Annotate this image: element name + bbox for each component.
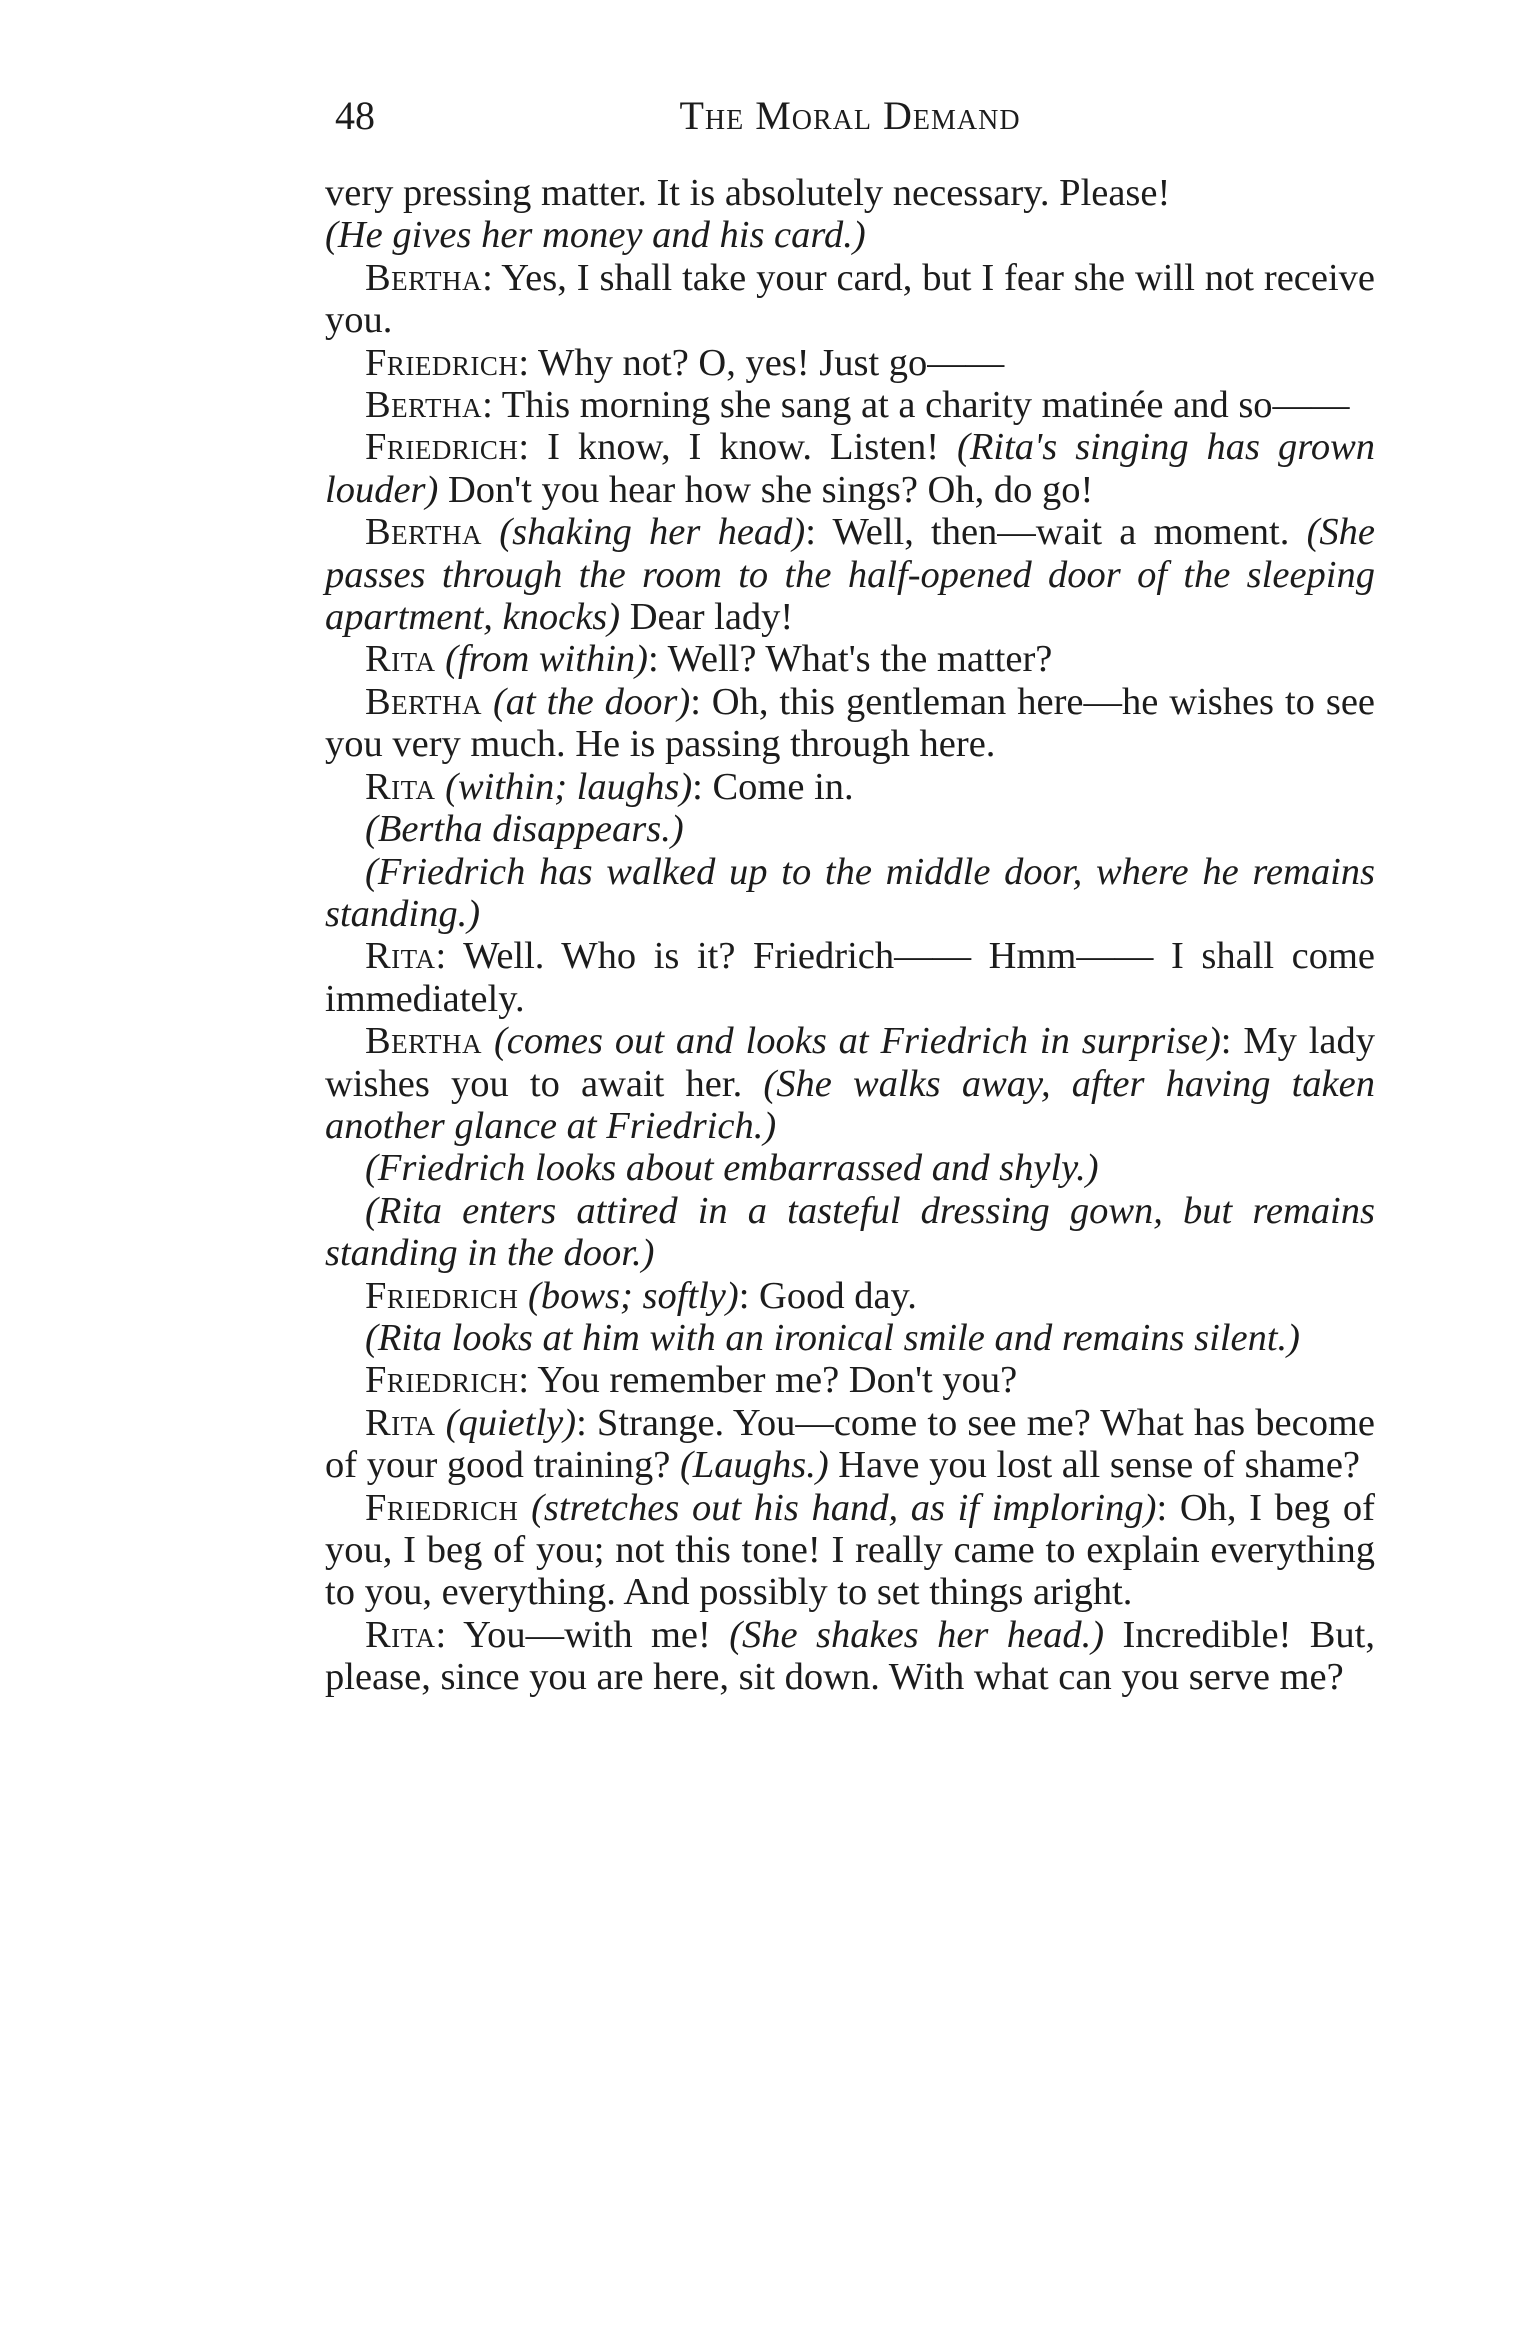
dialogue-line	[325, 681, 1375, 766]
text: : My lady wishes you to await her.	[325, 1020, 1375, 1105]
dialogue-line	[325, 1614, 1375, 1699]
stage-direction: (shaking her head)	[499, 511, 806, 554]
dialogue-line	[325, 342, 1375, 384]
speaker-name: Bertha	[365, 256, 483, 299]
stage-direction: (at the door)	[492, 680, 691, 723]
speaker-name: Friedrich	[365, 341, 519, 384]
speaker-name: Friedrich	[365, 1359, 519, 1402]
text: : Why not? O, yes! Just go——	[518, 341, 1005, 384]
text: (He gives her money and his card.)	[325, 214, 866, 257]
stage-direction: (within; laughs)	[445, 765, 693, 808]
text: : Yes, I shall take your card, but I fear she will not receive you.	[325, 256, 1375, 342]
page-number: 48	[335, 93, 375, 138]
running-title: The Moral Demand	[679, 93, 1021, 138]
speaker-name: Bertha	[365, 511, 483, 554]
speaker-name: Friedrich	[365, 1486, 519, 1529]
stage-direction	[325, 1317, 1375, 1359]
dialogue-line	[325, 935, 1375, 1020]
text: Incredible! But, please, since you are here, sit down. With what can you serve me?	[325, 1613, 1375, 1699]
text: : Come in.	[692, 765, 854, 808]
text: (Friedrich looks about embarrassed and shyly.)	[365, 1147, 1099, 1190]
stage-direction: (quietly)	[445, 1401, 577, 1444]
speaker-name: Bertha	[365, 680, 483, 723]
text: very pressing matter. It is absolutely necessary. Please!	[325, 172, 1171, 214]
text: Don't you hear how she sings? Oh, do go!	[438, 468, 1094, 511]
speaker-name: Rita	[365, 935, 436, 978]
stage-direction: (She passes through the room to the half-opened door of the sleeping apartment, knocks)	[325, 511, 1376, 639]
text: (Friedrich has walked up to the middle door, where he remains standing.)	[325, 850, 1375, 935]
text: (Rita looks at him with an ironical smile and remains silent.)	[365, 1316, 1300, 1359]
stage-direction	[325, 214, 1375, 256]
speaker-name: Friedrich	[365, 1274, 519, 1317]
speaker-name: Rita	[365, 1613, 436, 1656]
dialogue-line	[325, 766, 1375, 808]
stage-direction	[325, 1190, 1375, 1275]
speaker-name: Rita	[365, 1401, 436, 1444]
dialogue-line	[325, 257, 1375, 342]
text: Have you lost all sense of shame?	[828, 1444, 1361, 1487]
text: : You—with me!	[435, 1613, 730, 1656]
stage-direction: (She shakes her head.)	[729, 1613, 1105, 1656]
speaker-name: Rita	[365, 765, 436, 808]
stage-direction: (stretches out his hand, as if imploring)	[531, 1486, 1157, 1529]
stage-direction	[325, 851, 1375, 936]
text: : You remember me? Don't you?	[518, 1359, 1018, 1402]
dialogue-line	[325, 384, 1375, 426]
stage-direction: (Laughs.)	[679, 1444, 829, 1487]
stage-direction: (Rita's singing has grown louder)	[325, 426, 1375, 511]
dialogue-line	[325, 1275, 1375, 1317]
text: : Well? What's the matter?	[647, 638, 1053, 681]
speaker-name: Rita	[365, 638, 436, 681]
stage-direction: (She walks away, after having taken another glance at Friedrich.)	[325, 1062, 1375, 1147]
stage-direction: (from within)	[445, 638, 648, 681]
text: : Oh, I beg of you, I beg of you; not this tone! I really came to explain everything to you, everything. And possibly to set things aright.	[325, 1486, 1375, 1614]
page-header	[325, 82, 1375, 142]
speaker-name: Bertha	[365, 1020, 483, 1063]
dialogue-line	[325, 1487, 1375, 1614]
text: (Rita enters attired in a tasteful dressing gown, but remains standing in the door.)	[325, 1189, 1375, 1275]
text: : Strange. You—come to see me? What has become of your good training?	[325, 1401, 1376, 1487]
text: : Well. Who is it? Friedrich—— Hmm—— I shall come immediately.	[325, 935, 1375, 1020]
text: : I know, I know. Listen!	[518, 426, 958, 469]
play-text	[325, 172, 1375, 1699]
stage-direction	[325, 1147, 1375, 1189]
stage-direction: (comes out and looks at Friedrich in surprise)	[493, 1020, 1221, 1063]
paragraph	[325, 172, 1375, 214]
text: : Good day.	[738, 1274, 917, 1317]
speaker-name: Friedrich	[365, 426, 519, 469]
dialogue-line	[325, 638, 1375, 680]
stage-direction	[325, 808, 1375, 850]
speaker-name: Bertha	[365, 384, 483, 427]
dialogue-line	[325, 426, 1375, 511]
text: : Oh, this gentleman here—he wishes to see you very much. He is passing through here.	[325, 680, 1375, 766]
stage-direction: (bows; softly)	[528, 1274, 739, 1317]
dialogue-line	[325, 511, 1375, 638]
dialogue-line	[325, 1402, 1375, 1487]
text: : This morning she sang at a charity matinée and so——	[482, 384, 1350, 427]
dialogue-line	[325, 1020, 1375, 1147]
dialogue-line	[325, 1359, 1375, 1401]
text: (Bertha disappears.)	[365, 808, 684, 851]
text: Dear lady!	[620, 596, 794, 639]
text: : Well, then—wait a moment.	[805, 511, 1307, 554]
